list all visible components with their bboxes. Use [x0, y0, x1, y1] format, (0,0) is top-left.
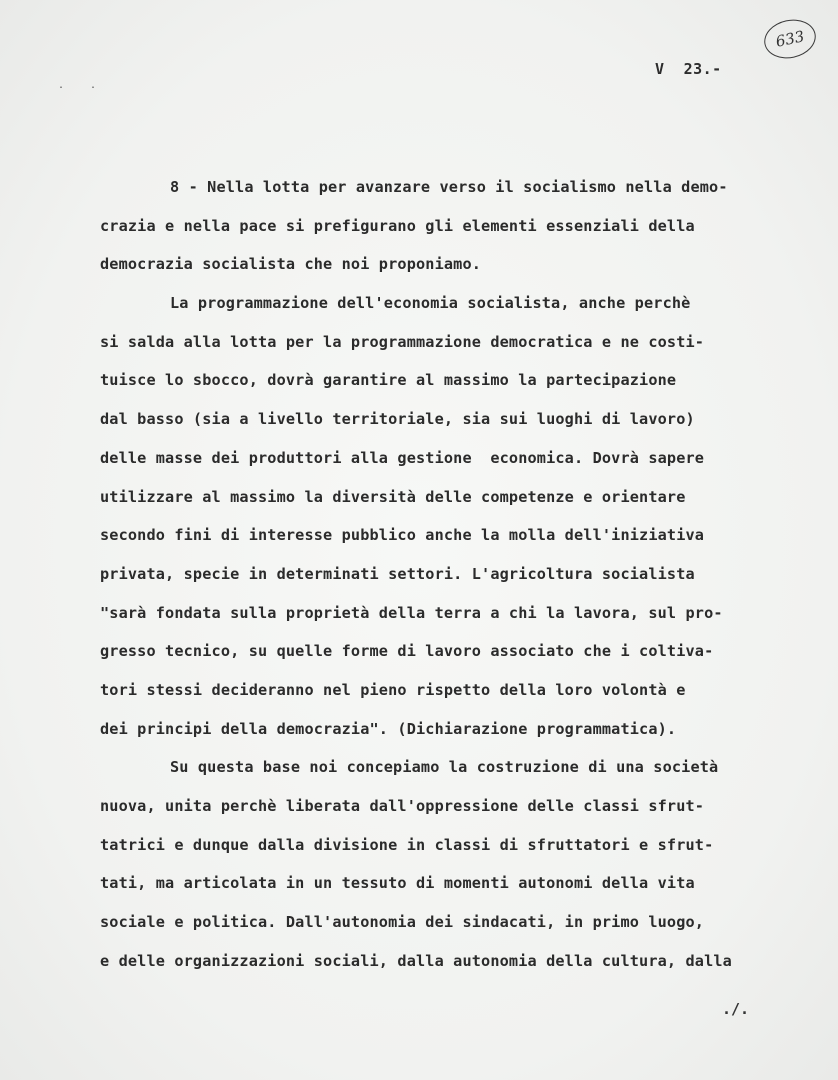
text-line: privata, specie in determinati settori. L'agricoltura socialista	[100, 564, 695, 583]
text-line: Su questa base noi concepiamo la costruzione di una società	[170, 758, 719, 777]
text-line: nuova, unita perchè liberata dall'oppressione delle classi sfrut-	[100, 797, 705, 815]
text-line: La programmazione dell'economia socialista, anche perchè	[170, 294, 691, 313]
margin-marks: . .	[58, 80, 107, 91]
text-line: utilizzare al massimo la diversità delle competenze e orientare	[100, 487, 686, 506]
text-line: dal basso (sia a livello territoriale, sia sui luoghi di lavoro)	[100, 410, 695, 429]
text-line: tati, ma articolata in un tessuto di momenti autonomi della vita	[100, 874, 695, 893]
text-line: crazia e nella pace si prefigurano gli elementi essenziali della	[100, 216, 695, 235]
text-line: si salda alla lotta per la programmazione democratica e ne costi-	[100, 332, 705, 351]
text-line: 8 - Nella lotta per avanzare verso il socialismo nella demo-	[170, 178, 728, 196]
text-line: secondo fini di interesse pubblico anche la molla dell'iniziativa	[100, 526, 705, 545]
archive-number-stamp	[761, 15, 820, 63]
text-line: tuisce lo sbocco, dovrà garantire al massimo la partecipazione	[100, 371, 677, 390]
page-number: V 23.-	[655, 60, 722, 78]
text-line: "sarà fondata sulla proprietà della terra a chi la lavora, sul pro-	[100, 603, 723, 622]
text-line: delle masse dei produttori alla gestione economica. Dovrà sapere	[100, 448, 705, 467]
text-line: tori stessi decideranno nel pieno rispetto della loro volontà e	[100, 680, 686, 699]
text-line: e delle organizzazioni sociali, dalla autonomia della cultura, dalla	[100, 951, 732, 970]
continuation-mark: ./.	[722, 1000, 750, 1018]
text-line: democrazia socialista che noi proponiamo.	[100, 255, 482, 274]
text-line: gresso tecnico, su quelle forme di lavoro associato che i coltiva-	[100, 642, 714, 661]
document-body	[100, 174, 800, 986]
text-line: tatrici e dunque dalla divisione in classi di sfruttatori e sfrut-	[100, 835, 714, 854]
text-line: sociale e politica. Dall'autonomia dei sindacati, in primo luogo,	[100, 913, 705, 932]
text-line: dei principi della democrazia". (Dichiarazione programmatica).	[100, 719, 677, 738]
archive-number: 633	[774, 27, 806, 51]
